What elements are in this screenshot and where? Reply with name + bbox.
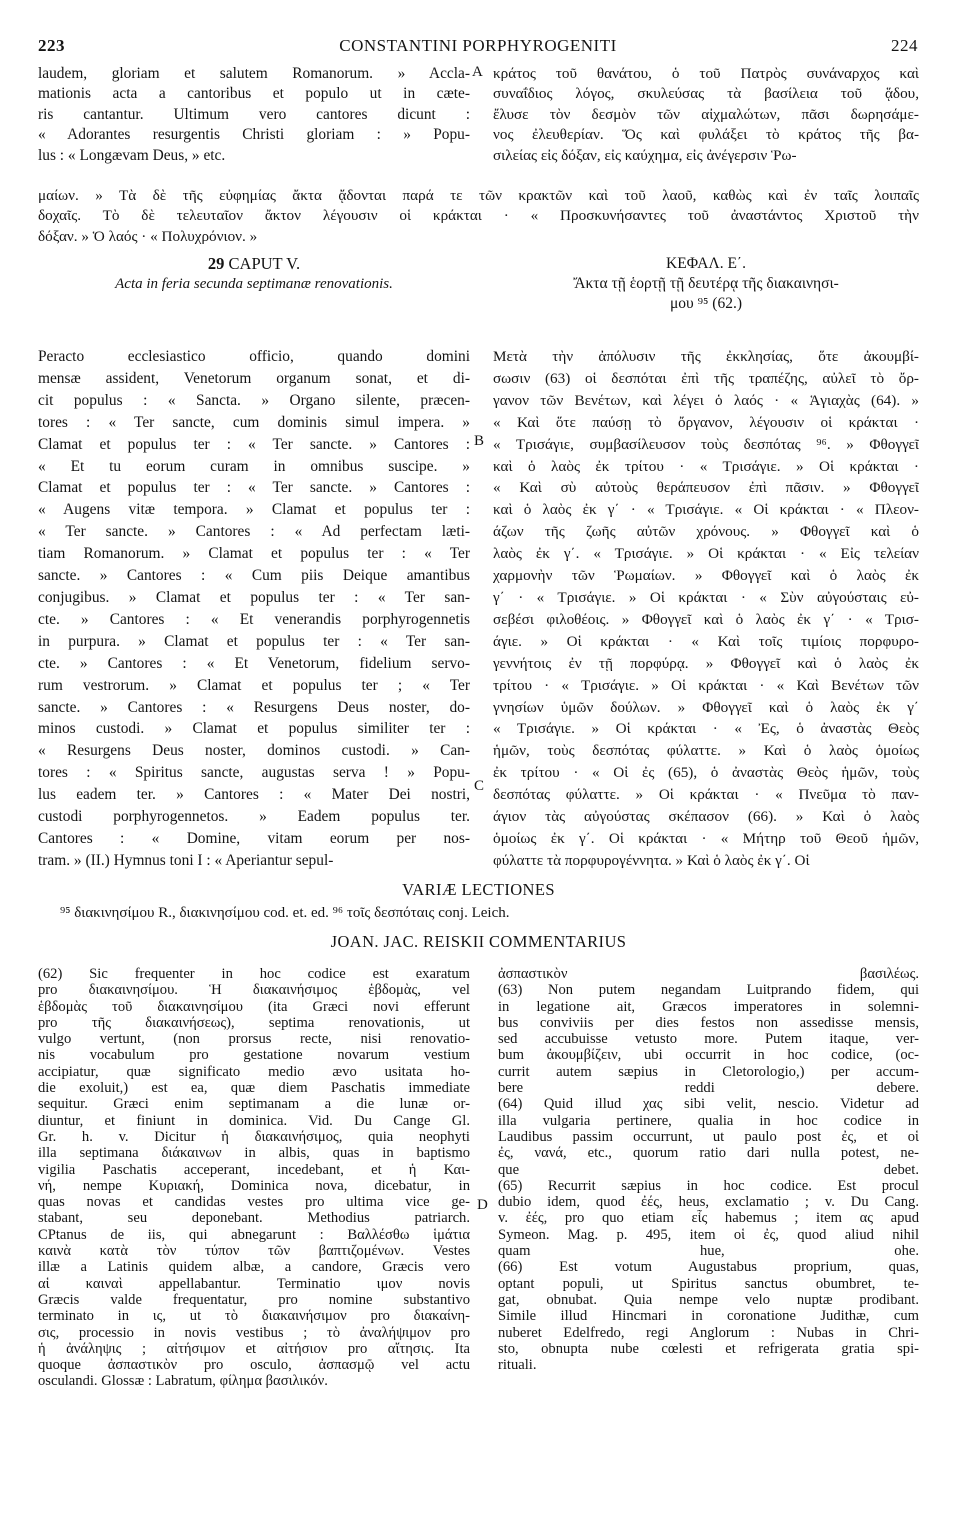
text-line: σωσιν (63) οἱ δεσπόται ἐπὶ τῆς τραπέζης, αὐλεῖ τὸ ὄρ- — [493, 369, 919, 387]
variae-lectiones-heading: VARIÆ LECTIONES — [402, 880, 555, 899]
text-line: « Καὶ σὺ αὐτοὺς θεράπευσον ἐπὶ πᾶσιν. » Φθογγεῖ — [493, 479, 919, 497]
text-line: ἐκ τρίτου · « Οἱ ἐς (65), ὁ ἀναστὰς Θεὸς ἡμῶν, τοὺς — [493, 764, 919, 782]
commentary-line: quoque ἀσπαστικὸν pro osculo, ἀσπασμῷ vel actu — [38, 1357, 470, 1374]
greek-text-main — [493, 346, 919, 872]
chapter-title: CAPUT V. — [228, 254, 301, 273]
commentary-line: Gr. h. v. Dicitur ἡ διακαινήσιμος, quia neophyti — [38, 1128, 470, 1145]
chapter-heading-latin — [38, 254, 470, 294]
text-line: ὁμοίως ἐκ γ΄. Οἱ κράκται · « Μήτηρ τοῦ Θεοῦ ἡμῶν, — [493, 829, 919, 847]
text-line: τρίτου · « Τρισάγιε. » Οἱ κράκται · « Καὶ Βενέτων τῶν — [493, 676, 919, 694]
text-line: rum vestrorum. » Clamat et populus ter ; « Ter — [38, 676, 470, 694]
commentary-line: sto, obnupta nube cœlesti et refrigerata gratia spi- — [498, 1340, 919, 1357]
commentary-line: nuberet Edelfredo, regi Anglorum : Nubas in Chri- — [498, 1324, 919, 1341]
latin-text-top — [38, 64, 470, 166]
commentary-line: accipiatur, quæ significato medio ævo usitata ho- — [38, 1063, 470, 1080]
commentary-line: sequitur. Græci enim septimanam a die lunæ or- — [38, 1096, 470, 1113]
text-line: Cantores : « Domine, vitam eorum per nos- — [38, 829, 470, 847]
text-line: « Augens vitæ tempora. » Clamat et populus ter : — [38, 501, 470, 519]
page-number-right: 224 — [891, 36, 918, 55]
text-line: Clamat et populus ter : « Ter sancte. » Cantores : — [38, 435, 470, 453]
text-line: άζων τῆς ζωῆς αὐτῶν χρόνους. » Φθογγεῖ καὶ ὁ — [493, 523, 919, 541]
text-line: ἡμῶν, τοὺς δεσπότας φύλαττε. » Καὶ ὁ λαὸς ὁμοίως — [493, 742, 919, 760]
text-line: laudem, gloriam et salutem Romanorum. » Accla- — [38, 65, 470, 82]
text-line: conjugibus. » Clamat et populus ter : « Ter san- — [38, 588, 470, 606]
running-head — [38, 36, 918, 58]
commentary-line: σις, processio in novis vestibus ; τὸ ἀναλήψιμον pro — [38, 1324, 470, 1341]
text-line: « Τρισάγιε, συμβασίλευσον τοὺς δεσπότας ⁹⁶. » Φθογγεῖ — [493, 435, 919, 453]
commentary-line: stabant, seu deponebant. Methodius patriarch. — [38, 1210, 470, 1227]
text-line: καὶ ὁ λαὸς ἐκ γ΄ · « Τρισάγιε. « Οἱ κράκται · « Πλεον- — [493, 501, 919, 519]
text-line: φύλαττε τὰ πορφυρογέννητα. » Καὶ ὁ λαὸς ἐκ γ΄. Οἱ — [493, 851, 810, 869]
text-line: γ΄ · « Τρισάγιε. » Οἱ κράκται · « Σὺν αὐγούσταις εὐ- — [493, 588, 919, 606]
text-line: γανον τῶν Βενέτων, καὶ λέγει ὁ λαός · « Ἁγιαχὰς (64). » — [493, 391, 919, 409]
commentary-line: ἀσπαστικὸν βασιλέως. — [498, 966, 919, 982]
text-line: in purpura. » Clamat et populus ter : « Ter san- — [38, 632, 470, 650]
commentary-right-column — [498, 966, 919, 1373]
chapter-subtitle-greek-2: μου ⁹⁵ (62.) — [670, 295, 742, 312]
commentary-left-column — [38, 966, 470, 1390]
text-line: κράτος τοῦ θανάτου, ὁ τοῦ Πατρὸς συνάναρχος καὶ — [493, 65, 919, 82]
commentary-line: νή, nempe Κυριακή, Dominica nova, dicebatur, in — [38, 1177, 470, 1194]
text-line: γνησίων ὑμῶν δούλων. » Φθογγεῖ καὶ ὁ λαὸς ἐκ γ΄ — [493, 698, 919, 716]
commentary-line: (65) Recurrit sæpius in hoc codice. Est procul — [498, 1177, 919, 1194]
text-line: Peracto ecclesiastico officio, quando domini — [38, 348, 470, 365]
text-line: custodi porphyrogennetos. » Eadem populus ter. — [38, 808, 470, 826]
variae-lectiones-text: ⁹⁵ διακινησίμου R., διακινησίμου cod. et. ed. ⁹⁶ τοῖς δεσπόταις conj. Leich. — [60, 905, 510, 921]
commentary-line: (64) Quid illud χας sibi velit, nescio. Videtur ad — [498, 1096, 919, 1113]
commentary-line: v. ἐές, pro quo etiam εἷς habemus ; item ας apud — [498, 1210, 919, 1227]
chapter-title-greek: ΚΕΦΑΛ. Ε΄. — [666, 255, 746, 272]
text-line: « Καὶ ὅτε παύσῃ τὸ ὄργανον, λέγουσιν οἱ κράκται · — [493, 413, 919, 431]
commentary-line: illæ a Latinis quidem albæ, a candore, Græcis vero — [38, 1259, 470, 1276]
commentary-line: nis vocabulum pro gestatione novarum vestium — [38, 1047, 470, 1064]
commentary-line: ἡ ἀνάληψις ; αἰτήσιμον et αἰτήσιον pro αἴτησις. Ita — [38, 1340, 470, 1357]
text-line: δόξαν. » Ὁ λαός · « Πολυχρόνιον. » — [38, 227, 258, 245]
text-line: lus eadem ter. » Cantores : « Mater Dei nostri, — [38, 786, 470, 804]
text-line: συναΐδιος λόγος, σκυλεύσας τὰ βασίλεια τοῦ ᾅδου, — [493, 85, 919, 103]
page-title: CONSTANTINI PORPHYROGENITI — [339, 36, 617, 55]
text-line: ris cantantur. Ultimum vero cantores dicunt : — [38, 105, 470, 123]
greek-text-full-width — [38, 186, 919, 247]
text-line: sancte. » Cantores : « Resurgens Deus noster, do- — [38, 698, 470, 716]
commentary-line: die exoluit,) est ea, quæ diem Paschatis immediate — [38, 1080, 470, 1097]
text-line: γεννήτοις ἐν τῇ πορφύρᾳ. » Φθογγεῖ καὶ ὁ λαὸς ἐκ — [493, 654, 919, 672]
commentary-line: pro τῆς διακαινήσεως), septima renovationis, ut — [38, 1014, 470, 1031]
text-line: νος ἐλευθερίαν. Ὅς καὶ φυλάξει τὸ κράτος τῆς βα- — [493, 126, 919, 144]
text-line: sancte. » Cantores : « Cum piis Deique amantibus — [38, 567, 470, 585]
commentary-line: rituali. — [498, 1357, 537, 1374]
text-line: δοχαῖς. Τὸ δὲ τελευταῖον ἄκτον λέγουσιν οἱ κράκται · « Προσκυνήσαντες τοῦ ἀναστάντος Χριστοῦ τὴν — [38, 207, 919, 225]
text-line: « Ter sancte. » Cantores : « Ad perfectam læti- — [38, 523, 470, 541]
commentary-line: καινὰ κατὰ τὸν τύπον τῶν βαπτιζομένων. Vestes — [38, 1243, 470, 1260]
commentary-line: ἑβδομὰς τοῦ διακαινησίμου (ita Græci novi efferunt — [38, 998, 470, 1015]
commentary-line: CPtanus de iis, qui abnegarunt : Βαλλέσθω ἱμάτια — [38, 1226, 470, 1243]
chapter-subtitle: Acta in feria secunda septimanæ renovationis. — [115, 276, 393, 292]
margin-marker-b: B — [474, 433, 485, 449]
text-line: « Τρισάγιε. » Οἱ κράκται · « Ἐς, ὁ ἀναστὰς Θεὸς — [493, 720, 919, 738]
text-line: mensæ assident, Venetorum organum sonat, et di- — [38, 369, 470, 387]
commentary-line: que debet. — [498, 1161, 919, 1178]
commentary-line: quas novas et candidas vestes pro ultima vice ge- — [38, 1194, 470, 1211]
commentary-line: osculandi. Glossæ : Labratum, φίλημα βασιλικόν. — [38, 1373, 328, 1390]
text-line: tores : « Ter sancte, cum dominis simul impera. » — [38, 413, 470, 431]
commentary-line: diuntur, et finiunt in dominica. Vid. Du Cange Gl. — [38, 1112, 470, 1129]
commentary-line: vulgo vertunt, (non prorsus recte, nisi renovatio- — [38, 1031, 470, 1048]
text-line: σιλείας εἰς δόξαν, εἰς καύχημα, εἰς ἀνέγερσιν Ῥω- — [493, 146, 797, 164]
commentary-line: Laudibus passim occurrunt, ut paulo post ἐς, et οἱ — [498, 1128, 919, 1145]
commentary-line: bere reddi debere. — [498, 1080, 919, 1097]
text-line: άγιον τὰς αὐγούστας σκέπασον (66). » Καὶ ὁ λαὸς — [493, 808, 919, 826]
commentary-line: gat, obnubat. Quia nempe velo nuptæ prodibant. — [498, 1291, 919, 1308]
commentary-line: in legatione ait, Græcos imperatores in solemni- — [498, 998, 919, 1015]
text-line: ἔλυσε τὸν δεσμὸν τῶν αἰχμαλώτων, πᾶσι δωρησάμε- — [493, 105, 919, 123]
margin-marker-a: A — [472, 64, 483, 80]
text-line: tiam Romanorum. » Clamat et populus ter : « Ter — [38, 545, 470, 563]
commentary-line: (63) Non putem negandam Luitprando fidem, qui — [498, 982, 919, 999]
text-line: λαὸς ἐκ γ΄. « Τρισάγιε. » Οἱ κράκται · « Εἰς τελείαν — [493, 545, 919, 563]
text-line: σεβέσι φιλοθέοις. » Φθογγεῖ καὶ ὁ λαὸς ἐκ γ΄ · « Τρισ- — [493, 610, 919, 628]
commentary-heading: JOAN. JAC. REISKII COMMENTARIUS — [330, 932, 627, 951]
commentary-line: Simile illud Hincmari in coronatione Judithæ, cum — [498, 1308, 919, 1325]
text-line: tram. » (II.) Hymnus toni I : « Aperiantur sepul- — [38, 851, 334, 869]
commentary-line: illa septimana διάκαινων in albis, quas in baptismo — [38, 1145, 470, 1162]
commentary-line: dubio idem, quod ἐές, heus, exclamatio ; v. Du Cang. — [498, 1194, 919, 1211]
text-line: « Et tu eorum curam in omnibus suscipe. » — [38, 457, 470, 475]
commentary-line: (66) Est votum Augustabus proprium, quas, — [498, 1259, 919, 1276]
commentary-line: Græcis valde frequentatur, pro nomine substantivo — [38, 1291, 470, 1308]
commentary-line: (62) Sic frequenter in hoc codice est exaratum — [38, 966, 470, 982]
margin-marker-c: C — [474, 778, 485, 794]
text-line: χαρμονὴν τῶν Ῥωμαίων. » Φθογγεῖ καὶ ὁ λαὸς ἐκ — [493, 567, 919, 585]
page-number-left: 223 — [38, 36, 65, 55]
text-line: « Resurgens Deus noster, dominos custodi. » Can- — [38, 742, 470, 760]
text-line: tores : « Spiritus sancte, augustas serva ! » Popu- — [38, 764, 470, 782]
commentary-line: terminato in ις, ut τὸ διακαινήσιμον pro διακαίνη- — [38, 1308, 470, 1325]
greek-text-top — [493, 64, 919, 166]
text-line: « Adorantes resurgentis Christi gloriam : » Popu- — [38, 126, 470, 144]
text-line: Clamat et populus ter : « Ter sancte. » Cantores : — [38, 479, 470, 497]
text-line: μαίων. » Τὰ δὲ τῆς εὐφημίας ἄκτα ᾄδονται παρά τε τῶν κρακτῶν καὶ τοῦ λαοῦ, καθὼς καὶ ἐν ταῖς λοιπαῖς — [38, 187, 919, 204]
margin-marker-d: D — [477, 1197, 488, 1213]
commentary-line: optant populi, ut Spiritus sanctus obumbret, te- — [498, 1275, 919, 1292]
text-line: cte. » Cantores : « Et Venetorum, fidelium servo- — [38, 654, 470, 672]
text-line: καὶ ὁ λαὸς ἐκ τρίτου · « Τρισάγιε. » Οἱ κράκται · — [493, 457, 919, 475]
chapter-number: 29 — [207, 254, 225, 273]
latin-text-main — [38, 346, 470, 872]
text-line: cte. » Cantores : « Et venerandis porphyrogennetis — [38, 610, 470, 628]
commentary-line: αἱ καιναὶ appellabantur. Terminatio ιμον novis — [38, 1275, 470, 1292]
chapter-heading-greek — [493, 254, 919, 314]
commentary-line: sed accubuisse vetusto more. Putem itaque, ver- — [498, 1031, 919, 1048]
commentary-line: bus conviviis per dies festos non assedisse mensis, — [498, 1014, 919, 1031]
text-line: mationis acta a cantoribus et populo ut in cæte- — [38, 85, 470, 103]
commentary-line: vigilia Paschatis acceperant, incedebant, et ἡ Και- — [38, 1161, 470, 1178]
text-line: lus : « Longævam Deus, » etc. — [38, 146, 226, 164]
commentary-line: pro διακαινησίμου. Ἡ διακαινήσιμος ἑβδομὰς, vel — [38, 982, 470, 999]
text-line: cit populus : « Sancta. » Organo silente, præcen- — [38, 391, 470, 409]
text-line: άγιε. » Οἱ κράκται · « Καὶ τοῖς τιμίοις πορφυρο- — [493, 632, 919, 650]
commentary-line: Symeon. Mag. p. 495, item οἱ ἐς, quod aliud nihil — [498, 1226, 919, 1243]
commentary-line: currit autem sæpius in Cletorologio,) per accum- — [498, 1063, 919, 1080]
commentary-line: quam hue, ohe. — [498, 1243, 919, 1260]
commentary-line: illa vulgaria pertinere, qualia in hoc codice in — [498, 1112, 919, 1129]
chapter-subtitle-greek-1: Ἄκτα τῇ ἑορτῇ τῇ δευτέρᾳ τῆς διακαινησι- — [573, 275, 839, 292]
text-line: Μετὰ τὴν ἀπόλυσιν τῆς ἐκκλησίας, ὅτε ἀκουμβί- — [493, 348, 919, 365]
text-line: δεσπότας φύλαττε. » Οἱ κράκται · « Πνεῦμα τὸ παν- — [493, 786, 919, 804]
text-line: minos custodi. » Clamat et populus similiter ter : — [38, 720, 470, 738]
commentary-line: ἐς, νανά, etc., quorum ratio dari nulla potest, ne- — [498, 1145, 919, 1162]
commentary-line: bum ἀκουμβίζειν, ubi occurrit in hoc codice, (oc- — [498, 1047, 919, 1064]
